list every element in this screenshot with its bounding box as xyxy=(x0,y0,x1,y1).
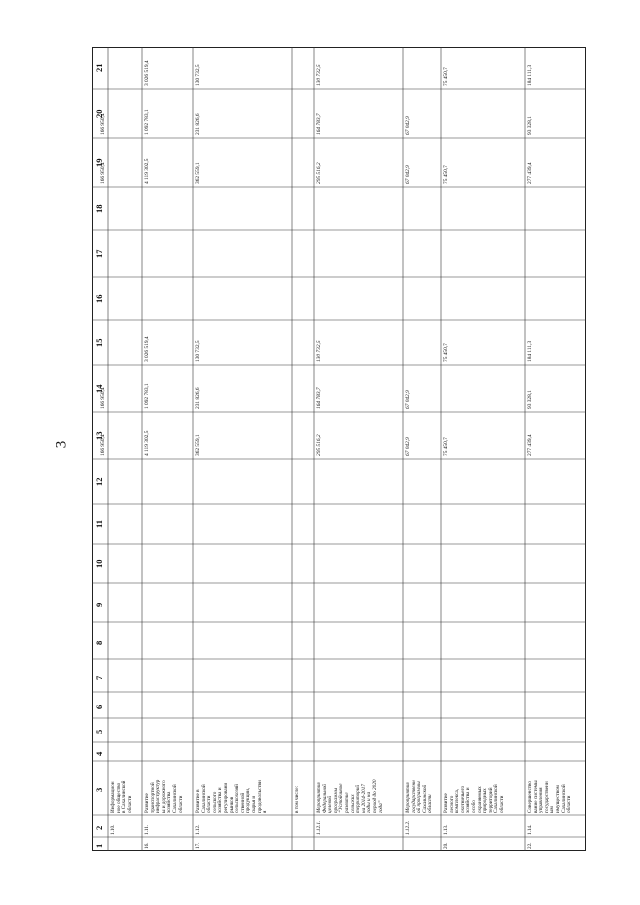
budget-table xyxy=(92,47,586,851)
row-title-line: области xyxy=(206,795,213,813)
value-col21: 130 732,5 xyxy=(316,64,322,86)
row-number: 22. xyxy=(527,842,533,849)
row-title-line: продовольстви xyxy=(256,780,263,813)
value-col13: 295 516,2 xyxy=(316,434,322,456)
column-header-10: 10 xyxy=(94,559,104,568)
column-header-19: 19 xyxy=(94,158,104,167)
value-col15: 3 026 519,4 xyxy=(144,336,150,362)
value-col20: 1 092 783,1 xyxy=(144,109,150,135)
row-title-line: Мероприятия xyxy=(405,782,411,813)
value-col19: 67 042,9 xyxy=(405,165,411,184)
row-title-line: ы и дорожного xyxy=(160,780,167,813)
column-header-9: 9 xyxy=(94,602,104,607)
column-header-21: 21 xyxy=(94,63,104,72)
column-header-12: 12 xyxy=(94,477,104,486)
row-number: 17. xyxy=(195,842,201,849)
row-title-line: транспортной xyxy=(149,782,156,813)
row-title-line: Федеральной xyxy=(321,784,328,813)
row-code: 1.13. xyxy=(443,824,449,835)
row-title-line: хозяйства и xyxy=(465,787,472,813)
row-title-line: охраняемых xyxy=(476,786,483,813)
row-title-line: в том числе: xyxy=(294,785,300,813)
column-header-4: 4 xyxy=(94,751,104,756)
row-title-line: период до 2020 xyxy=(372,779,378,813)
value-col14: 67 042,9 xyxy=(405,390,411,409)
value-col13: 75 450,7 xyxy=(443,437,449,456)
row-title-line: хозяйства и xyxy=(217,787,224,813)
value-col19: 362 559,1 xyxy=(195,162,201,184)
column-header-18: 18 xyxy=(94,204,104,213)
row-title-line: государственн xyxy=(410,780,417,813)
value-col19: 4 119 302,5 xyxy=(144,158,150,184)
row-title-line: комплекса, xyxy=(454,788,461,813)
row-code: 1.11. xyxy=(144,824,150,835)
row-title-line: сырья и xyxy=(251,795,257,813)
row-title-line: ное общество xyxy=(115,782,122,813)
page-number: 3 xyxy=(53,440,70,449)
row-title-line: инфраструктур xyxy=(155,779,162,813)
row-title-line: территорий xyxy=(355,785,362,813)
value-col21: 3 026 519,4 xyxy=(144,60,150,86)
row-title-line: Информацион xyxy=(110,781,116,813)
row-title-line: в Сахалинской xyxy=(121,780,128,813)
table-grid xyxy=(92,47,586,851)
row-title-line: сельского xyxy=(211,791,218,813)
row-number: 16. xyxy=(144,842,150,849)
value-col13: 67 042,9 xyxy=(405,437,411,456)
column-header-2: 2 xyxy=(94,825,104,830)
column-header-8: 8 xyxy=(94,640,104,645)
row-title-line: развитие xyxy=(344,792,350,813)
row-title-line: Развитие в xyxy=(195,789,201,813)
row-code: 1.12. xyxy=(195,824,201,835)
row-title-line: Сахалинской xyxy=(172,784,178,813)
row-title-line: Сахалинской xyxy=(421,784,428,813)
row-title-line: годы и на xyxy=(366,791,373,813)
row-title-line: года” xyxy=(377,800,384,813)
row-title-line: Сахалинской xyxy=(560,784,567,813)
row-title-line: хозяйства xyxy=(166,791,173,813)
value-col20: 231 826,6 xyxy=(195,113,201,135)
row-code: 1.14. xyxy=(527,824,533,835)
row-title-line: ым xyxy=(549,806,556,813)
row-title-line: Сахалинской xyxy=(493,784,500,813)
row-number: 20. xyxy=(443,842,449,849)
row-title-line: целевой xyxy=(327,796,334,813)
value-col13: 4 119 302,5 xyxy=(144,430,150,456)
row-code: 1.12.2. xyxy=(405,820,411,835)
row-title-line: лесного xyxy=(448,795,455,813)
row-code: 1.10. xyxy=(110,824,116,835)
column-header-7: 7 xyxy=(94,675,104,680)
row-title-line: регулировани xyxy=(223,782,229,813)
row-title-line: Развитие xyxy=(443,793,449,813)
row-title-line: государственн xyxy=(543,781,550,813)
value-col20: 164 783,7 xyxy=(316,113,322,135)
value-col19: 295 516,2 xyxy=(316,162,322,184)
column-header-6: 6 xyxy=(94,704,104,709)
row-title-line: я xyxy=(262,810,269,813)
row-title-line: имуществом xyxy=(555,785,561,813)
value-col19: 75 450,7 xyxy=(443,165,449,184)
row-title-line: ой программы xyxy=(416,781,423,813)
value-col21: 75 450,7 xyxy=(443,67,449,86)
row-title-line: природных xyxy=(482,788,489,813)
value-col14: 93 328,1 xyxy=(527,390,533,409)
column-header-16: 16 xyxy=(94,294,104,303)
row-title-line: Мероприятия xyxy=(316,782,322,813)
value-col15: 75 450,7 xyxy=(443,343,449,362)
value-col15: 130 732,5 xyxy=(316,340,322,362)
row-title-line: области xyxy=(126,795,133,813)
value-col20: 93 328,1 xyxy=(527,116,533,135)
value-col13: 277 439,4 xyxy=(527,434,533,456)
row-title-line: рынков xyxy=(228,796,235,813)
column-header-1: 1 xyxy=(94,843,104,848)
value-col21: 130 732,5 xyxy=(195,64,201,86)
row-title-line: Развитие xyxy=(144,793,150,813)
table-border xyxy=(93,48,586,851)
value-col13: 362 559,1 xyxy=(195,434,201,456)
row-title-line: области xyxy=(566,795,573,813)
column-header-11: 11 xyxy=(94,519,104,528)
value-col14: 231 826,6 xyxy=(195,387,201,409)
row-title-line: ственной xyxy=(239,792,246,813)
row-title-line: территорий xyxy=(487,787,494,813)
column-header-15: 15 xyxy=(94,338,104,347)
column-header-20: 20 xyxy=(94,109,104,118)
row-title-line: продукции, xyxy=(245,787,252,813)
row-title-line: особо xyxy=(471,800,477,813)
value-col14: 1 092 783,1 xyxy=(144,383,150,409)
row-title-line: сельскохозяй xyxy=(234,784,241,813)
row-title-line: Сахалинской xyxy=(200,784,207,813)
column-dividers xyxy=(92,89,586,837)
column-header-5: 5 xyxy=(94,729,104,734)
column-header-14: 14 xyxy=(94,384,104,393)
value-col15: 184 111,3 xyxy=(527,340,533,362)
row-title-line: на 2014-2017 xyxy=(360,784,367,813)
value-col21: 184 111,3 xyxy=(527,64,533,86)
header-total-col14: 166 950,4 xyxy=(100,387,106,409)
value-col14: 164 783,7 xyxy=(316,387,322,409)
value-col15: 130 732,5 xyxy=(195,340,201,362)
row-title-line: “Устойчивое xyxy=(338,783,345,813)
value-col20: 67 042,9 xyxy=(405,116,411,135)
row-title-line: области xyxy=(427,794,434,813)
header-total-col20: 166 950,4 xyxy=(100,113,106,135)
header-total-col13: 166 950,4 xyxy=(100,434,106,456)
row-title-line: Совершенство xyxy=(527,780,533,813)
column-header-13: 13 xyxy=(94,431,104,440)
row-title-line: вание системы xyxy=(532,780,539,813)
header-total-col19: 166 950,4 xyxy=(100,162,106,184)
row-title-line: сельских xyxy=(349,794,356,813)
row-title-line: области xyxy=(177,795,184,813)
column-header-17: 17 xyxy=(94,249,104,258)
row-title-line: программы xyxy=(332,787,339,813)
row-title-line: области xyxy=(499,795,505,813)
row-title-line: управления xyxy=(538,787,545,813)
row-code: 1.12.1. xyxy=(316,820,322,835)
row-title-line: охотничьего xyxy=(459,785,466,813)
column-header-3: 3 xyxy=(94,787,104,792)
value-col19: 277 439,4 xyxy=(527,162,533,184)
